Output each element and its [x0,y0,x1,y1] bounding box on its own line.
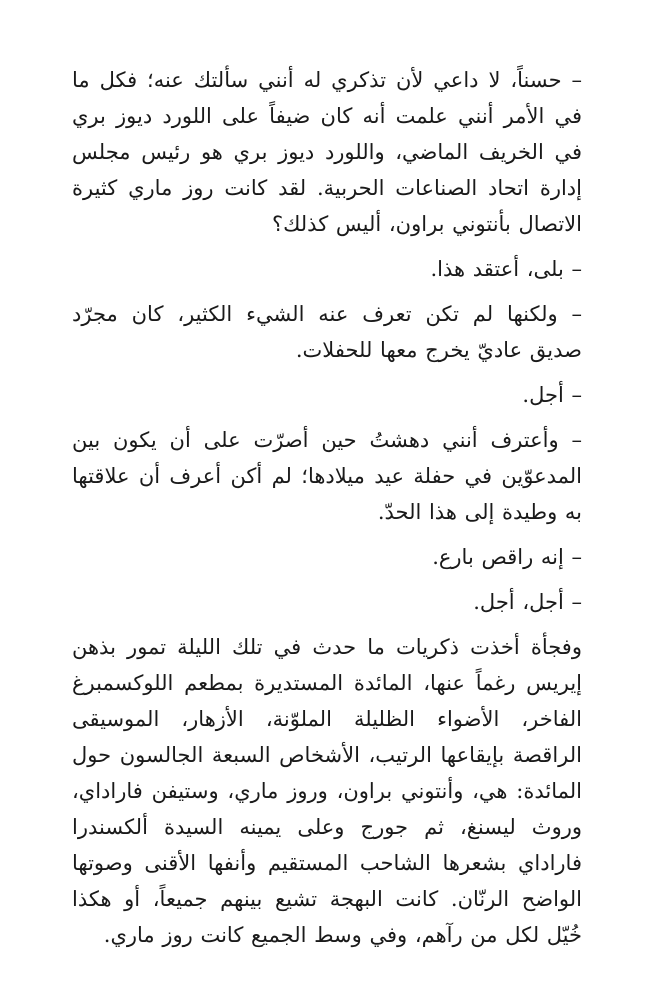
paragraph-8: وفجأة أخذت ذكريات ما حدث في تلك الليلة تمور بذهن إيريس رغماً عنها، المائدة المستديرة بمطعم اللوكسمبرغ الفاخر، الأضواء الظليلة الملوّنة، الأزهار، الموسيقى الراقصة بإيقاعها الرتيب، الأشخاص السبعة الجالسون حول المائدة: هي، وأنتوني براون، وروز ماري، وستيفن فاراداي، وروث ليسنغ، ثم جورج وعلى يمينه السيدة ألكسندرا فاراداي بشعرها الشاحب المستقيم وأنفها الأقنى وصوتها الواضح الرنّان. كانت البهجة تشيع بينهم جميعاً، أو هكذا خُيّل لكل من رآهم، وفي وسط الجميع كانت روز ماري. [72,635,582,947]
paragraph-5: – وأعترف أنني دهشتُ حين أصرّت على أن يكون بين المدعوّين في حفلة عيد ميلادها؛ لم أكن أعرف أن علاقتها به وطيدة إلى هذا الحدّ. [72,428,582,524]
book-page [72,62,582,953]
paragraph-2: – بلى، أعتقد هذا. [430,257,582,281]
paragraph-7: – أجل، أجل. [473,590,582,614]
paragraph-1: – حسناً، لا داعي لأن تذكري له أنني سألتك عنه؛ فكل ما في الأمر أنني علمت أنه كان ضيفاً على اللورد ديوز بري في الخريف الماضي، واللورد ديوز بري هو رئيس مجلس إدارة اتحاد الصناعات الحربية. لقد كانت روز ماري كثيرة الاتصال بأنتوني براون، أليس كذلك؟ [72,68,582,236]
paragraph-6: – إنه راقص بارع. [432,545,582,569]
paragraph-3: – ولكنها لم تكن تعرف عنه الشيء الكثير، كان مجرّد صديق عاديّ يخرج معها للحفلات. [72,302,582,362]
paragraph-4: – أجل. [522,383,582,407]
